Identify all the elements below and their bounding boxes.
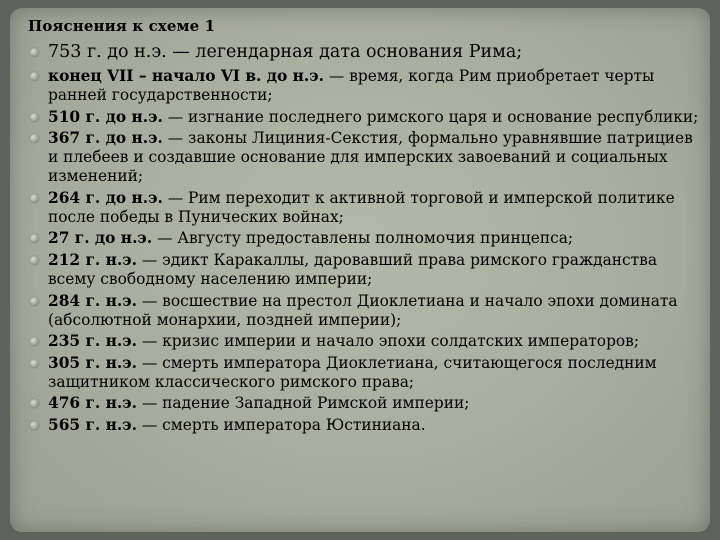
list-item xyxy=(28,416,700,435)
bullet-icon xyxy=(30,234,39,243)
item-date: 27 г. до н.э. xyxy=(48,229,153,248)
item-text: — время, когда Рим приобретает черты ранней государственности; xyxy=(48,67,655,104)
slide-title: Пояснения к схеме 1 xyxy=(28,17,216,35)
list-item xyxy=(28,292,700,330)
item-text: — падение Западной Римской империи; xyxy=(137,394,470,413)
item-date: 212 г. н.э. xyxy=(48,250,137,269)
item-text: — Августу предоставлены полномочия принцепса; xyxy=(152,229,574,248)
bullet-icon xyxy=(30,72,39,81)
list-item xyxy=(28,229,700,248)
list-item xyxy=(28,67,700,105)
list-item xyxy=(28,332,700,351)
bullet-icon xyxy=(30,399,39,408)
bullet-icon xyxy=(30,337,39,346)
list-item xyxy=(28,189,700,227)
bullet-icon xyxy=(30,421,39,430)
item-text: — кризис империи и начало эпохи солдатских императоров; xyxy=(137,332,640,351)
timeline-list xyxy=(28,41,700,438)
list-item xyxy=(28,251,700,289)
bullet-icon xyxy=(30,194,39,203)
list-item xyxy=(28,108,700,127)
bullet-icon xyxy=(30,297,39,306)
list-item xyxy=(28,41,700,63)
list-item xyxy=(28,354,700,392)
list-item xyxy=(28,129,700,186)
item-date: 305 г. н.э. xyxy=(48,353,137,372)
item-date: 367 г. до н.э. xyxy=(48,129,163,148)
item-date: 753 г. до н.э. xyxy=(48,42,167,62)
bullet-icon xyxy=(30,48,39,57)
bullet-icon xyxy=(30,256,39,265)
item-date: 284 г. н.э. xyxy=(48,291,137,310)
slide xyxy=(10,8,710,532)
item-text: — Рим переходит к активной торговой и имперской политике после победы в Пунических войнах; xyxy=(48,188,675,226)
item-text: — смерть императора Юстиниана. xyxy=(137,415,426,434)
item-date: 565 г. н.э. xyxy=(48,415,137,434)
bullet-icon xyxy=(30,359,39,368)
item-text: — восшествие на престол Диоклетиана и начало эпохи домината (абсолютной монархии, поздней империи); xyxy=(48,291,678,329)
item-text: — легендарная дата основания Рима; xyxy=(166,42,523,62)
item-date: 264 г. до н.э. xyxy=(48,188,163,207)
item-text: — эдикт Каракаллы, даровавший права римского гражданства всему свободному населению империи; xyxy=(48,250,658,288)
item-date: 510 г. до н.э. xyxy=(48,107,163,126)
bullet-icon xyxy=(30,134,39,143)
item-date: конец VII – начало VI в. до н.э. xyxy=(48,67,325,85)
item-text: — изгнание последнего римского царя и основание республики; xyxy=(162,107,699,126)
item-date: 235 г. н.э. xyxy=(48,332,137,351)
list-item xyxy=(28,394,700,413)
bullet-icon xyxy=(30,113,39,122)
item-text: — законы Лициния-Секстия, формально уравнявшие патрициев и плебеев и создавшие основание для имперских завоеваний и социальных изменений; xyxy=(48,129,693,186)
item-date: 476 г. н.э. xyxy=(48,394,137,413)
item-text: — смерть императора Диоклетиана, считающегося последним защитником классического римского права; xyxy=(48,353,657,391)
